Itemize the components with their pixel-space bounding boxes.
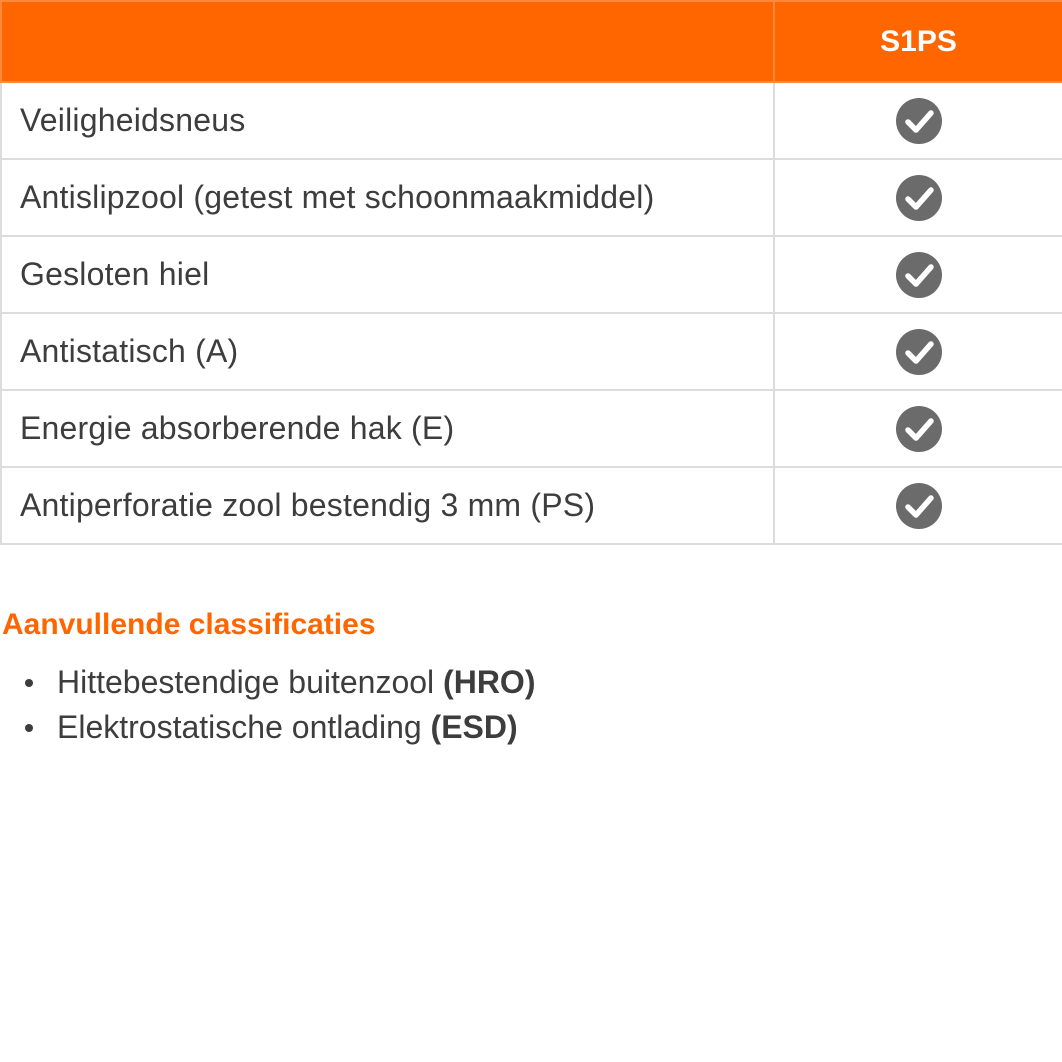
table-row [1,159,1062,236]
bullet-icon [25,679,33,687]
value-cell [774,313,1062,390]
feature-label: Gesloten hiel [1,236,774,313]
table-header-row [1,1,1062,82]
feature-label: Antiperforatie zool bestendig 3 mm (PS) [1,467,774,544]
check-circle-icon [896,175,942,221]
table-row [1,82,1062,159]
list-item-text: Elektrostatische ontlading [57,709,431,745]
list-item [0,705,535,750]
feature-label: Antislipzool (getest met schoonmaakmiddel) [1,159,774,236]
feature-label: Veiligheidsneus [1,82,774,159]
check-circle-icon [896,98,942,144]
table-row [1,390,1062,467]
feature-label: Antistatisch (A) [1,313,774,390]
feature-label: Energie absorberende hak (E) [1,390,774,467]
check-circle-icon [896,252,942,298]
value-cell [774,467,1062,544]
list-item-code: (HRO) [443,664,536,700]
value-cell [774,236,1062,313]
extra-classifications-list [0,660,535,750]
list-item-text: Hittebestendige buitenzool [57,664,444,700]
check-circle-icon [896,483,942,529]
check-circle-icon [896,329,942,375]
check-circle-icon [896,406,942,452]
extra-classifications-title: Aanvullende classificaties [2,608,376,641]
header-feature-cell [1,1,774,82]
bullet-icon [25,724,33,732]
list-item-code: (ESD) [430,709,518,745]
header-s1ps-cell: S1PS [774,1,1062,82]
table-row [1,313,1062,390]
value-cell [774,159,1062,236]
list-item [0,660,535,705]
value-cell [774,390,1062,467]
value-cell [774,82,1062,159]
table-row [1,236,1062,313]
table-row [1,467,1062,544]
